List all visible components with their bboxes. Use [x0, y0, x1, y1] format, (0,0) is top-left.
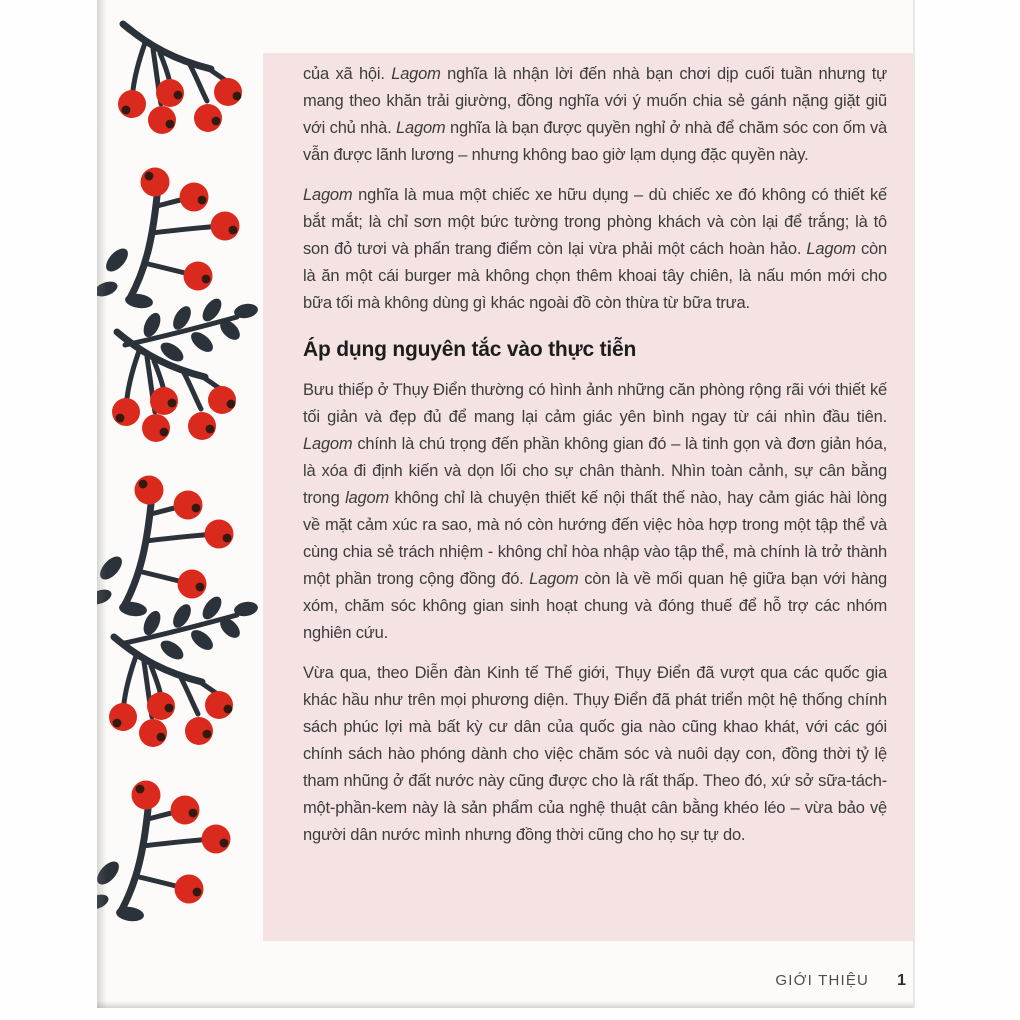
body-paragraph: Vừa qua, theo Diễn đàn Kinh tế Thế giới, Thụy Điển đã vượt qua các quốc gia khác hầu như trên mọi phương diện. Thụy Điển đã phát triển một hệ thống chính sách phúc lợi mà bất kỳ cư dân của quốc gia nào cũng khao khát, với các gói chính sách hào phóng dành cho việc chăm sóc và nuôi dạy con, đồng thời tỷ lệ tham nhũng ở đất nước này cũng được cho là rất thấp. Theo đó, xứ sở sữa-tách-một-phần-kem này là sản phẩm của nghệ thuật cân bằng khéo léo – vừa bảo vệ người dân nước mình nhưng đồng thời cũng cho họ sự tự do. — [303, 664, 887, 844]
body-paragraph: của xã hội. Lagom nghĩa là nhận lời đến nhà bạn chơi dịp cuối tuần nhưng tự mang theo khăn trải giường, đồng nghĩa với ý muốn chia sẻ gánh nặng giặt giũ với chủ nhà. Lagom nghĩa là bạn được quyền nghỉ ở nhà để chăm sóc con ốm và vẫn được lãnh lương – nhưng không bao giờ lạm dụng đặc quyền này. — [303, 65, 887, 164]
page-edge-shadow-left — [97, 0, 107, 1008]
footer-page-number: 1 — [897, 972, 906, 989]
section-heading: Áp dụng nguyên tắc vào thực tiễn — [303, 338, 637, 361]
page-footer — [775, 972, 906, 990]
content-panel — [263, 53, 913, 941]
article-body — [263, 53, 913, 849]
berry-motif-group-3 — [97, 637, 233, 923]
book-page — [97, 0, 915, 1008]
body-paragraph: Lagom nghĩa là mua một chiếc xe hữu dụng – dù chiếc xe đó không có thiết kế bắt mắt; là chỉ sơn một bức tường trong phòng khách và còn lại để trắng; là tô son đỏ tươi và phấn trang điểm còn lại vừa phải một cách hoàn hảo. Lagom còn là ăn một cái burger mà không chọn thêm khoai tây chiên, là nấu món mới cho bữa tối mà không dùng gì khác ngoài đồ còn thừa từ bữa trưa. — [303, 186, 887, 312]
body-paragraph: Bưu thiếp ở Thụy Điển thường có hình ảnh những căn phòng rộng rãi với thiết kế tối giản và đẹp đủ để mang lại cảm giác yên bình ngay từ cái nhìn đầu tiên. Lagom chính là chú trọng đến phần không gian đó – là tinh gọn và đơn giản hóa, là xóa đi định kiến và dọn lối cho sự chân thành. Nhìn toàn cảnh, sự cân bằng trong lagom không chỉ là chuyện thiết kế nội thất thế nào, hay cảm giác hài lòng về mặt cảm xúc ra sao, mà nó còn hướng đến việc hòa hợp trong một tập thể và cùng chia sẻ trách nhiệm - không chỉ hòa nhập vào tập thể, mà chính là trở thành một phần trong cộng đồng đó. Lagom còn là về mối quan hệ giữa bạn với hàng xóm, chăm sóc không gian sinh hoạt chung và đóng thuế để hỗ trợ các nhóm nghiên cứu. — [303, 381, 887, 642]
footer-section-label: GIỚI THIỆU — [775, 972, 870, 989]
page-edge-shadow-bottom — [97, 1001, 913, 1008]
berry-motif-group-1 — [97, 24, 259, 365]
berry-motif-group-2 — [97, 332, 259, 663]
